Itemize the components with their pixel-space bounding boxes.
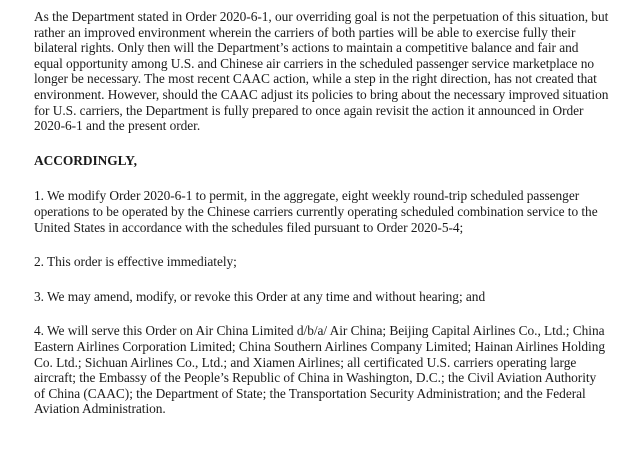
intro-paragraph: As the Department stated in Order 2020-6-1, our overriding goal is not the perpetuation of this situation, but rather an improved environment wherein the carriers of both parties will be able to exercise fully their bilateral rights. Only then will the Department’s actions to maintain a competitive balance and fair and equal opportunity among U.S. and Chinese air carriers in the scheduled passenger service marketplace no longer be necessary. The most recent CAAC action, while a step in the right direction, has not created that environment. However, should the CAAC adjust its policies to bring about the necessary improved situation for U.S. carriers, the Department is fully prepared to once again revisit the action it announced in Order 2020-6-1 and the present order.	[34, 9, 609, 134]
accordingly-heading: ACCORDINGLY,	[34, 152, 137, 168]
order-item-4: 4. We will serve this Order on Air China Limited d/b/a/ Air China; Beijing Capital Airlines Co., Ltd.; China Eastern Airlines Corporation Limited; China Southern Airlines Company Limited; Hainan Airlines Holding Co. Ltd.; Sichuan Airlines Co., Ltd.; and Xiamen Airlines; all certificated U.S. carriers operating large aircraft; the Embassy of the People’s Republic of China in Washington, D.C.; the Civil Aviation Authority of China (CAAC); the Department of State; the Transportation Security Administration; and the Federal Aviation Administration.	[34, 323, 605, 417]
order-item-1: 1. We modify Order 2020-6-1 to permit, in the aggregate, eight weekly round-trip scheduled passenger operations to be operated by the Chinese carriers currently operating scheduled combination service to the United States in accordance with the schedules filed pursuant to Order 2020-5-4;	[34, 188, 598, 235]
document-body	[34, 9, 609, 417]
order-item-2: 2. This order is effective immediately;	[34, 254, 237, 270]
order-item-3: 3. We may amend, modify, or revoke this Order at any time and without hearing; and	[34, 288, 486, 304]
